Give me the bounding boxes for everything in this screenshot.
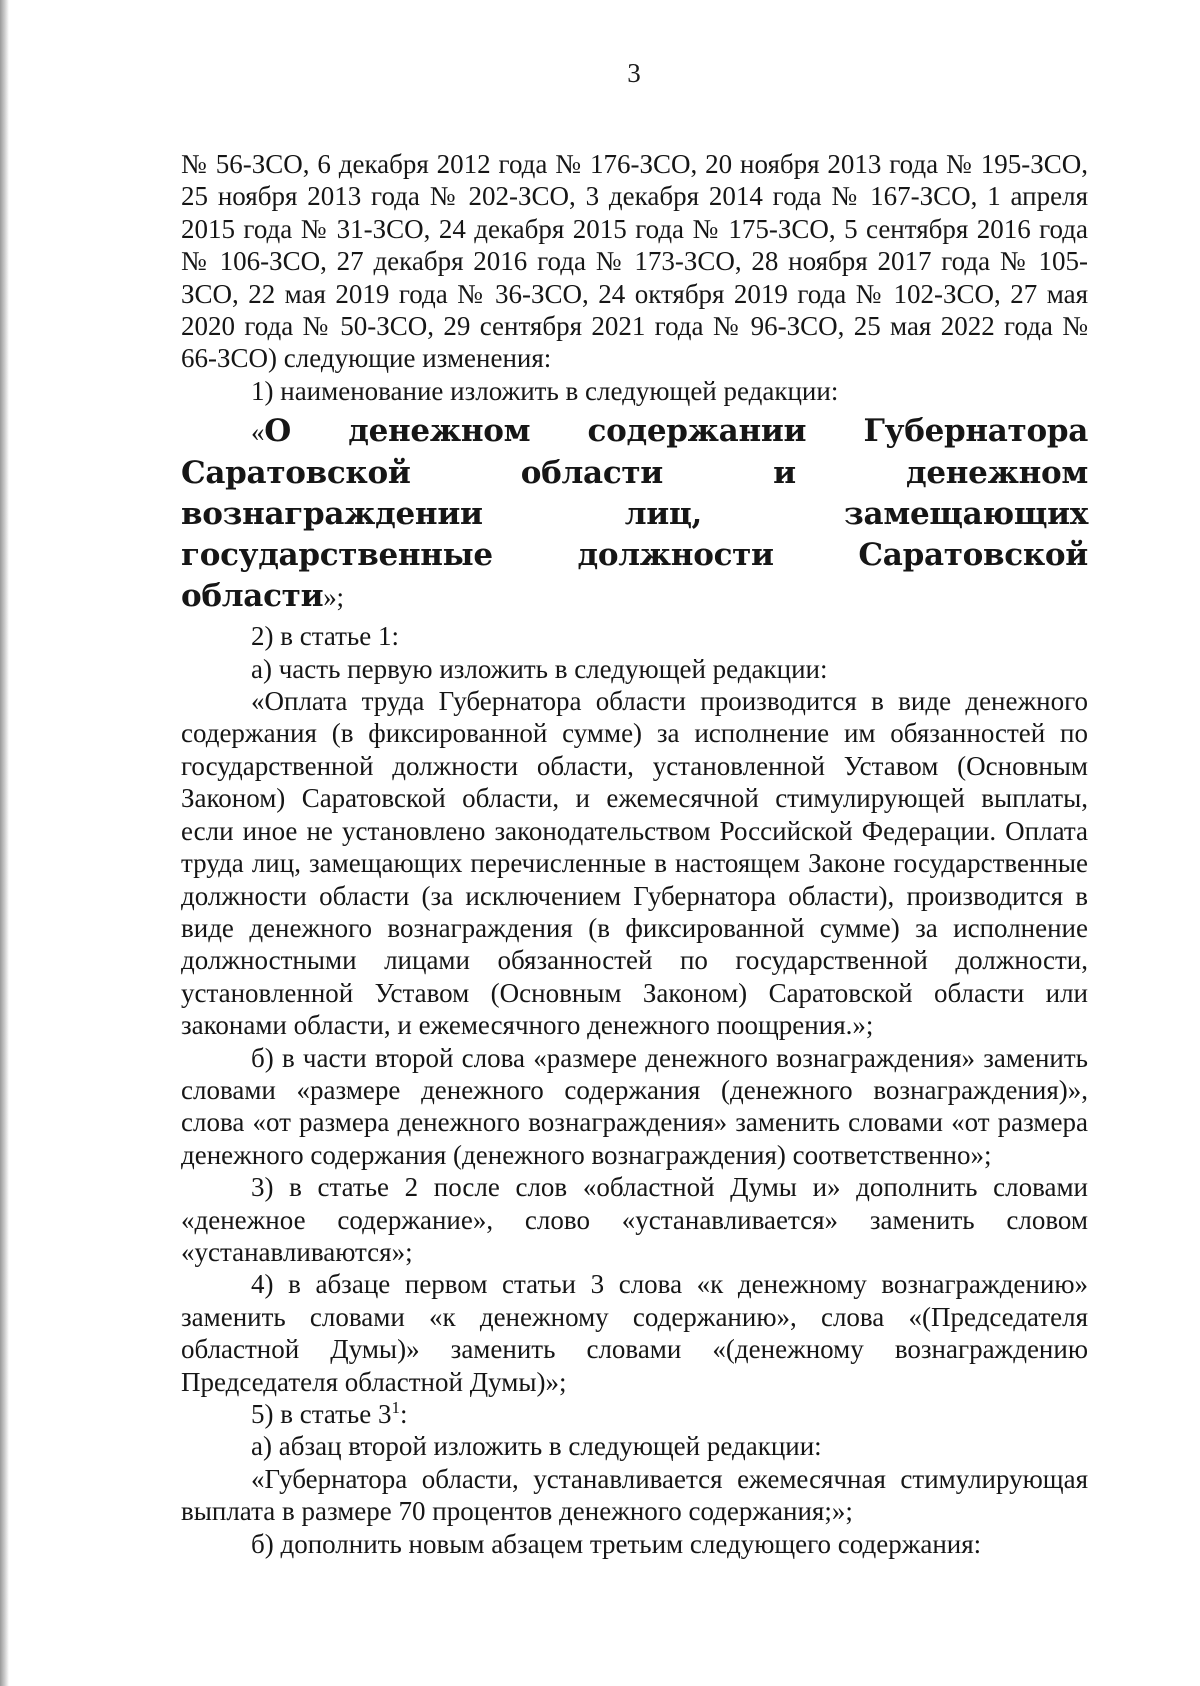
paragraph-item-2a: а) часть первую изложить в следующей редакции: xyxy=(251,653,828,684)
paragraph-item-4: 4) в абзаце первом статьи 3 слова «к денежному вознаграждению» заменить словами «к денежному содержанию», слова «(Председателя областной Думы)» заменить словами «(денежному вознаграждению Председателя областной Думы)»; xyxy=(181,1269,1088,1397)
paragraph-item-5 xyxy=(181,1398,1088,1430)
paragraph-quoted-governor-payment: «Губернатора области, устанавливается ежемесячная стимулирующая выплата в размере 70 процентов денежного содержания;»; xyxy=(181,1463,1088,1527)
paragraph-item-5a: а) абзац второй изложить в следующей редакции: xyxy=(251,1431,822,1462)
title-open-quote: « xyxy=(251,417,265,448)
paragraph-item-2: 2) в статье 1: xyxy=(251,621,399,652)
document-body xyxy=(181,148,1088,1560)
paragraph-item-3: 3) в статье 2 после слов «областной Думы и» дополнить словами «денежное содержание», слово «устанавливается» заменить словом «устанавливаются»; xyxy=(181,1172,1088,1267)
paragraph-item-5b: б) дополнить новым абзацем третьим следующего содержания: xyxy=(251,1528,982,1559)
article-superscript: 1 xyxy=(391,1398,400,1417)
page-number: 3 xyxy=(627,58,641,88)
paragraph-item-1: 1) наименование изложить в следующей редакции: xyxy=(251,375,839,406)
law-title-text: О денежном содержании Губернатора Саратовской области и денежном вознаграждении лиц, замещающих государственные должности Саратовской области xyxy=(181,413,1088,615)
paragraph-amendments-list: № 56-ЗСО, 6 декабря 2012 года № 176-ЗСО, 20 ноября 2013 года № 195-ЗСО, 25 ноября 2013 года № 202-ЗСО, 3 декабря 2014 года № 167-ЗСО, 1 апреля 2015 года № 31-ЗСО, 24 декабря 2015 года № 175-ЗСО, 5 сентября 2016 года № 106-ЗСО, 27 декабря 2016 года № 173-ЗСО, 28 ноября 2017 года № 105-ЗСО, 22 мая 2019 года № 36-ЗСО, 24 октября 2019 года № 102-ЗСО, 27 мая 2020 года № 50-ЗСО, 29 сентября 2021 года № 96-ЗСО, 25 мая 2022 года № 66-ЗСО) следующие изменения: xyxy=(181,149,1088,374)
scan-edge xyxy=(0,0,9,1686)
item-5-text: 5) в статье 3 xyxy=(251,1399,392,1429)
law-title xyxy=(181,411,1088,618)
paragraph-item-2b: б) в части второй слова «размере денежного вознаграждения» заменить словами «размере денежного содержания (денежного вознаграждения)», слова «от размера денежного вознаграждения» заменить словами «от размера денежного содержания (денежного вознаграждения) соответственно»; xyxy=(181,1042,1088,1170)
title-close-quote: »; xyxy=(323,582,344,613)
item-5-colon: : xyxy=(399,1399,408,1429)
paragraph-quoted-part-one: «Оплата труда Губернатора области производится в виде денежного содержания (в фиксированной сумме) за исполнение им обязанностей по государственной должности области, установленной Уставом (Основным Законом) Саратовской области, и ежемесячной стимулирующей выплаты, если иное не установлено законодательством Российской Федерации. Оплата труда лиц, замещающих перечисленные в настоящем Законе государственные должности области (за исключением Губернатора области), производится в виде денежного вознаграждения (в фиксированной сумме) за исполнение должностными лицами обязанностей по государственной должности, установленной Уставом (Основным Законом) Саратовской области или законами области, и ежемесячного денежного поощрения.»; xyxy=(181,686,1088,1041)
